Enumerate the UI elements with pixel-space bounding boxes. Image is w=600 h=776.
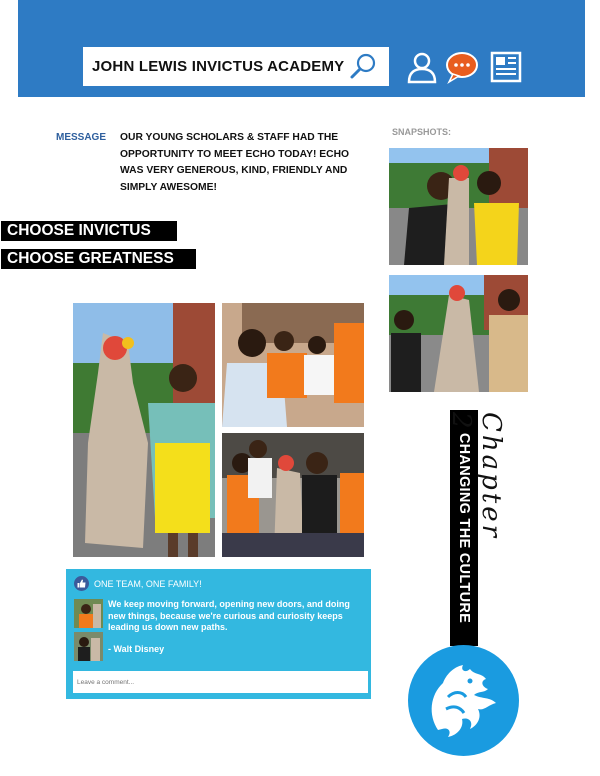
tag-choose-invictus: CHOOSE INVICTUS xyxy=(1,221,177,241)
snapshots-label: SNAPSHOTS: xyxy=(392,127,452,137)
search-text: JOHN LEWIS INVICTUS ACADEMY xyxy=(92,58,345,75)
quote-author: - Walt Disney xyxy=(108,644,165,654)
photo-llama-teacher xyxy=(73,303,215,557)
header-bar xyxy=(18,0,585,97)
snapshot-llama-kiss xyxy=(389,148,528,265)
chapter-title-bar xyxy=(450,410,478,646)
card-title: ONE TEAM, ONE FAMILY! xyxy=(94,579,202,589)
newspaper-icon[interactable] xyxy=(489,50,523,84)
message-text: OUR YOUNG SCHOLARS & STAFF HAD THE OPPORTUNITY TO MEET ECHO TODAY! ECHO WAS VERY GENEROUS, KIND, FRIENDLY AND SIMPLY AWESOME! xyxy=(120,132,350,193)
search-bar[interactable] xyxy=(83,47,389,86)
photo-teacher-students xyxy=(222,303,364,427)
quote-text: We keep moving forward, opening new doors, and doing new things, because we're curious and curiosity keeps leading us down new paths. xyxy=(108,599,350,632)
user-icon[interactable] xyxy=(405,50,439,84)
chapter-heading: Chapter 2 xyxy=(446,412,506,541)
snapshot-llama-staff xyxy=(389,275,528,392)
thumbs-up-icon[interactable] xyxy=(74,576,89,591)
chat-icon[interactable] xyxy=(445,50,479,84)
search-icon[interactable] xyxy=(349,52,377,80)
photo-group xyxy=(222,433,364,557)
lion-emblem xyxy=(408,645,519,756)
chapter-title: CHANGING THE CULTURE xyxy=(456,432,472,624)
avatar xyxy=(74,632,103,661)
tag-choose-greatness: CHOOSE GREATNESS xyxy=(1,249,196,269)
message-label: MESSAGE xyxy=(56,132,107,143)
comment-card xyxy=(66,569,371,699)
comment-input[interactable] xyxy=(73,671,368,693)
avatar xyxy=(74,599,103,628)
